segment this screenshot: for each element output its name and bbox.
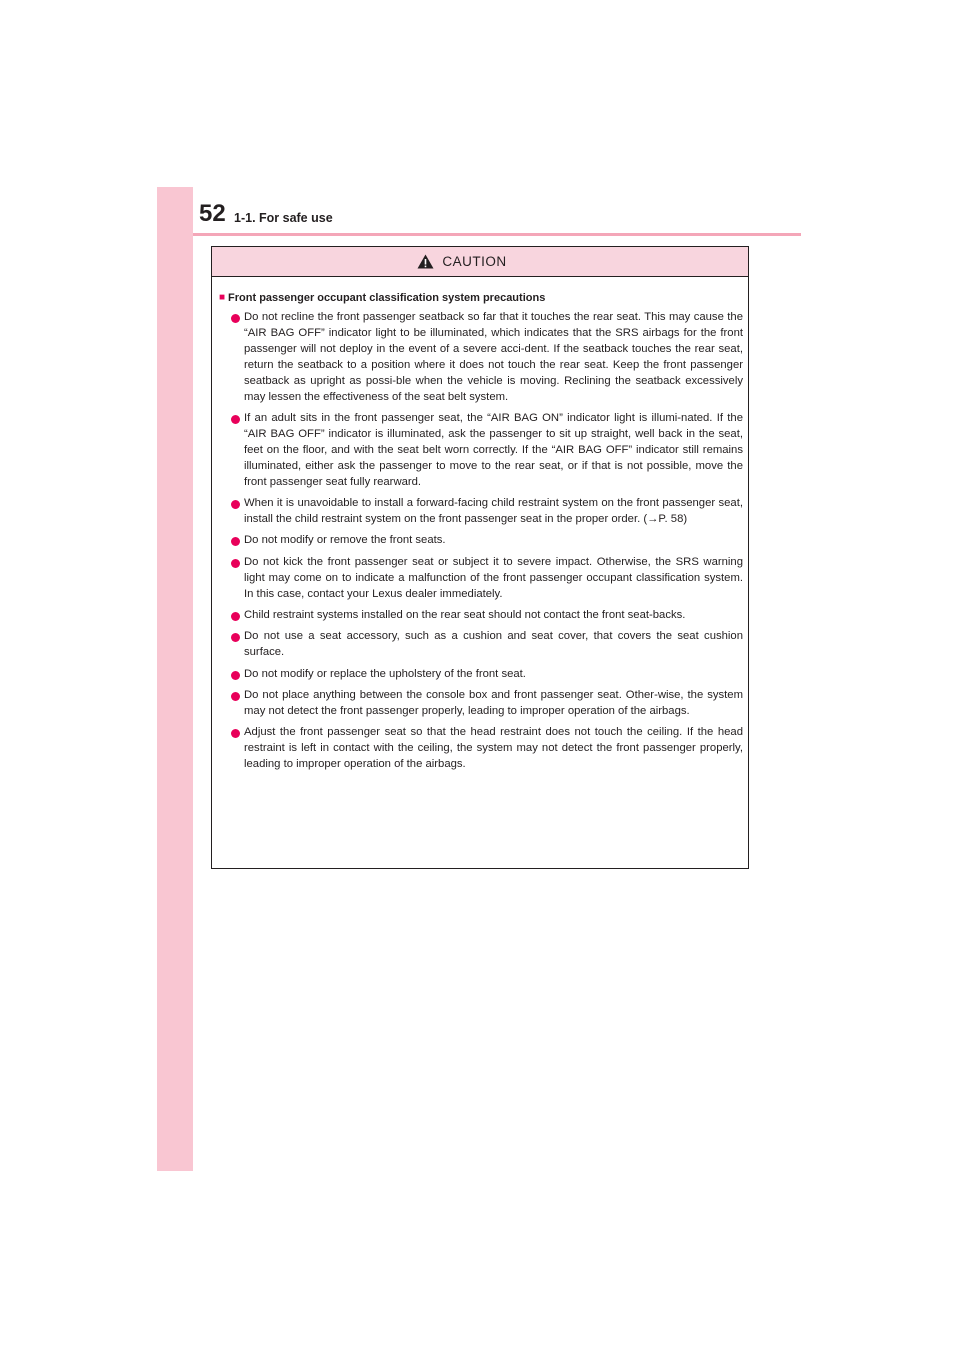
bullet-icon (231, 633, 240, 642)
list-item: Do not modify or remove the front seats. (219, 533, 743, 549)
bullet-icon (231, 314, 240, 323)
caution-list (219, 310, 743, 773)
bullet-icon (231, 692, 240, 701)
list-item: Adjust the front passenger seat so that the head restraint does not touch the ceiling. If the head restraint is left in contact with the ceiling, the system may not detect the front passenger properly, leading to improper operation of the airbags. (219, 725, 743, 773)
caution-heading (219, 291, 743, 305)
caution-header (212, 247, 748, 277)
bullet-icon (231, 415, 240, 424)
side-tab-bar (157, 187, 193, 1171)
page-number: 52 (199, 200, 226, 227)
caution-body (212, 277, 748, 773)
list-item: Child restraint systems installed on the rear seat should not contact the front seat-backs. (219, 608, 743, 624)
caution-box (211, 246, 749, 869)
bullet-icon (231, 537, 240, 546)
bullet-icon (231, 500, 240, 509)
list-item: Do not kick the front passenger seat or subject it to severe impact. Otherwise, the SRS warning light may come on to indicate a malfunction of the front passenger occupant classification system. In this case, contact your Lexus dealer immediately. (219, 555, 743, 603)
list-item: When it is unavoidable to install a forward-facing child restraint system on the front passenger seat, install the child restraint system on the front passenger seat in the proper order. (→P. 58) (219, 496, 743, 528)
list-item: Do not modify or replace the upholstery of the front seat. (219, 667, 743, 683)
warning-icon (417, 254, 434, 269)
list-item: Do not recline the front passenger seatback so far that it touches the rear seat. This may cause the “AIR BAG OFF” indicator light to be illuminated, which indicates that the SRS airbags for the front passenger will not deploy in the event of a severe acci-dent. If the seatback touches the rear seat, return the seatback to a position where it does not touch the rear seat. Keep the front passenger seatback as upright as possi-ble when the vehicle is moving. Reclining the seatback excessively may lessen the effectiveness of the seat belt system. (219, 310, 743, 405)
header-rule (193, 233, 801, 236)
caution-heading-text: Front passenger occupant classification system precautions (228, 292, 546, 304)
section-title: 1-1. For safe use (234, 211, 333, 225)
bullet-icon (231, 612, 240, 621)
list-item: If an adult sits in the front passenger seat, the “AIR BAG ON” indicator light is illumi-nated. If the “AIR BAG OFF” indicator is illuminated, ask the passenger to sit up straight, well back in the seat, feet on the floor, and with the seat belt worn correctly. If the “AIR BAG OFF” indicator still remains illuminated, either ask the passenger to move to the rear seat, or if that is not possible, move the front passenger seat fully rearward. (219, 411, 743, 491)
bullet-icon (231, 729, 240, 738)
bullet-icon (231, 671, 240, 680)
list-item: Do not use a seat accessory, such as a cushion and seat cover, that covers the seat cushion surface. (219, 629, 743, 661)
list-item: Do not place anything between the console box and front passenger seat. Other-wise, the system may not detect the front passenger properly, leading to improper operation of the airbags. (219, 688, 743, 720)
square-bullet-icon: ■ (219, 292, 226, 303)
caution-title: CAUTION (442, 254, 507, 269)
bullet-icon (231, 559, 240, 568)
